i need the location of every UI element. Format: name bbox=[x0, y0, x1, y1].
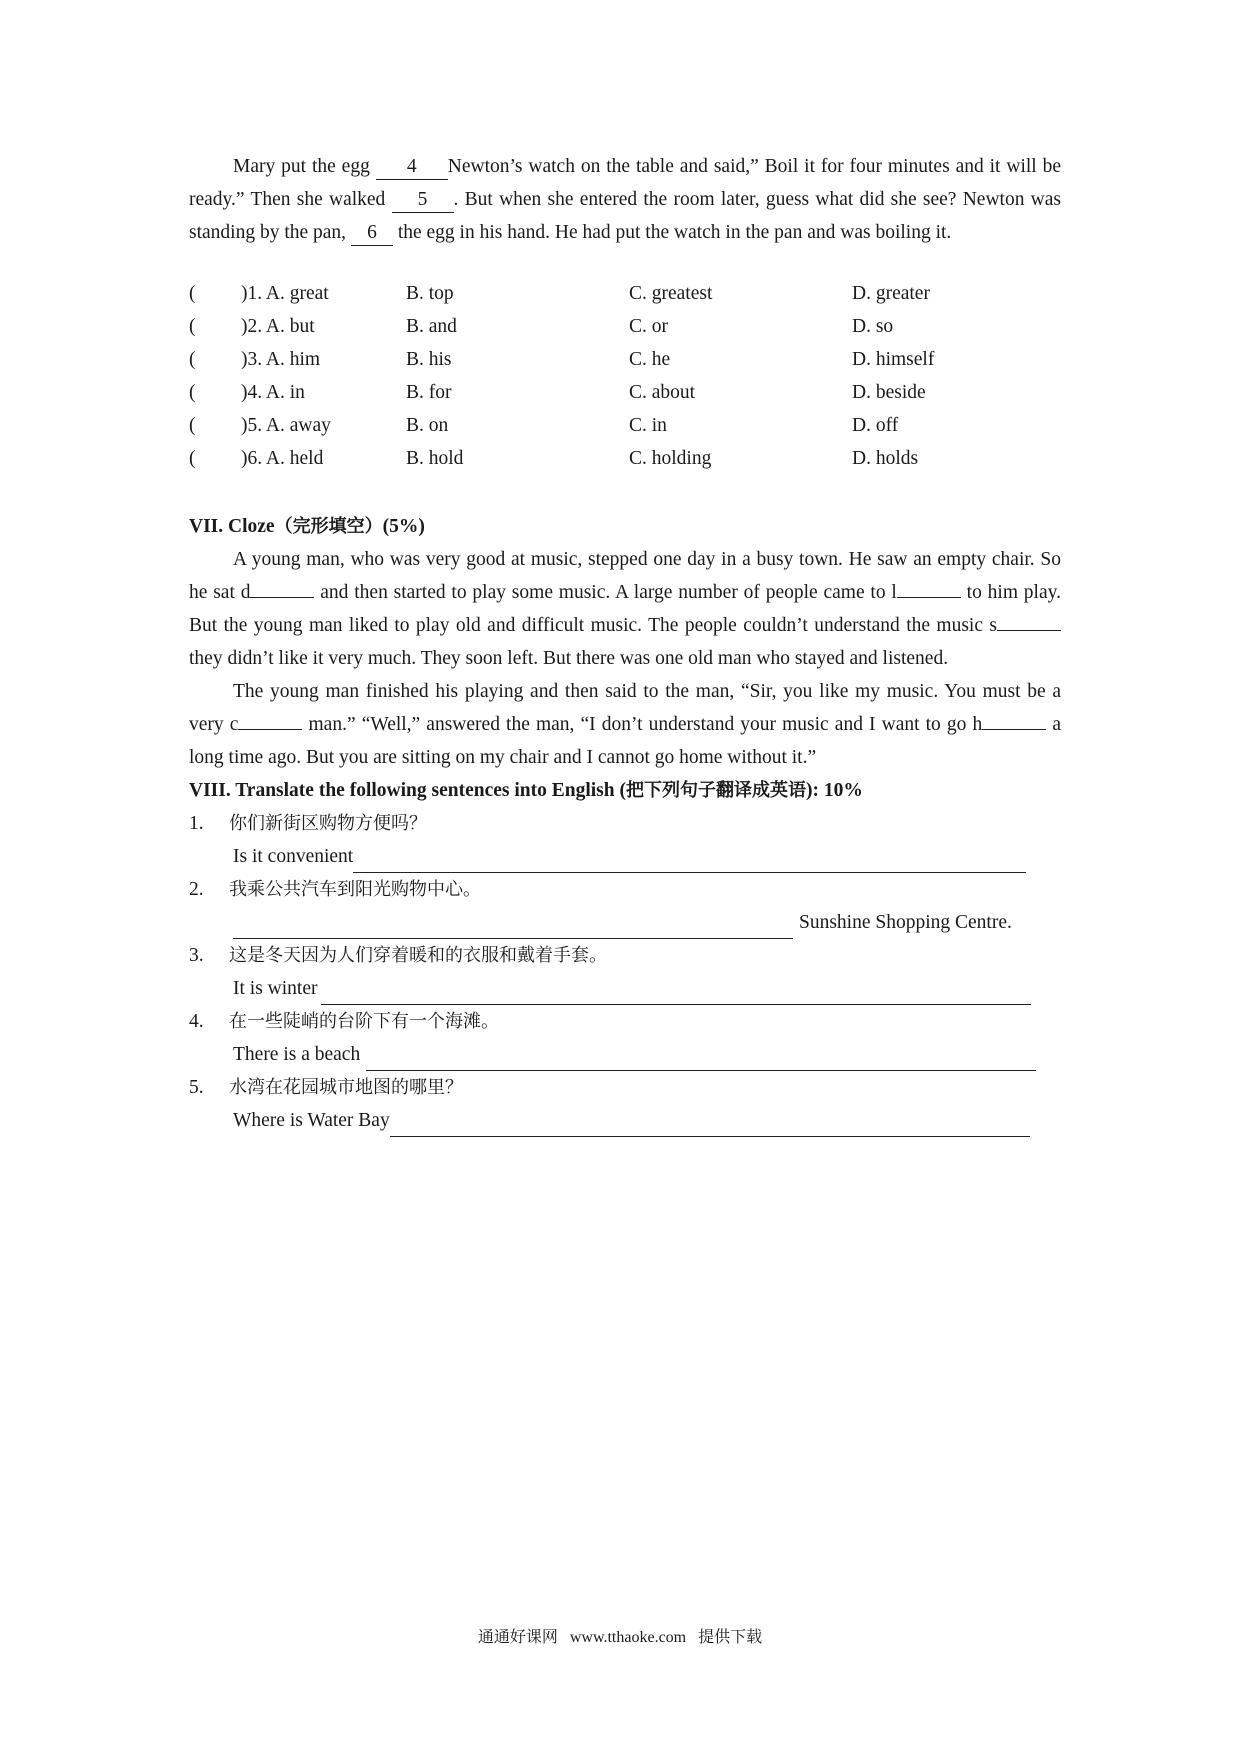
choice-row-5 bbox=[189, 409, 1061, 442]
option-b: B. for bbox=[406, 382, 452, 403]
option-c: C. or bbox=[629, 316, 668, 337]
option-b: B. hold bbox=[406, 448, 464, 469]
option-b: B. his bbox=[406, 349, 452, 370]
answer-paren[interactable]: ( bbox=[189, 349, 196, 370]
item-number: 5. bbox=[189, 1077, 204, 1098]
option-a: )4. A. in bbox=[241, 382, 305, 403]
chinese-sentence: 水湾在花园城市地图的哪里？ bbox=[229, 1077, 463, 1098]
option-c: C. greatest bbox=[629, 283, 713, 304]
footer-site-name: 通通好课网 bbox=[477, 1627, 558, 1646]
passage-paragraph bbox=[189, 150, 1061, 249]
option-a: )1. A. great bbox=[241, 283, 329, 304]
choice-row-1 bbox=[189, 277, 1061, 310]
answer-paren[interactable]: ( bbox=[189, 448, 196, 469]
item-number: 2. bbox=[189, 879, 204, 900]
chinese-sentence: 你们新街区购物方便吗？ bbox=[229, 813, 427, 834]
option-b: B. top bbox=[406, 283, 454, 304]
cloze-blank-3[interactable] bbox=[997, 630, 1061, 631]
cloze-blank-2[interactable] bbox=[897, 597, 961, 598]
option-d: D. himself bbox=[852, 349, 935, 370]
translation-item-1 bbox=[189, 807, 1061, 873]
passage-text: . But when she entered the room later, guess what did she see? Newton was standing by the pan, bbox=[189, 189, 1062, 243]
option-d: D. so bbox=[852, 316, 894, 337]
choice-row-6 bbox=[189, 442, 1061, 475]
cloze-paragraph-1: A young man, who was very good at music, stepped one day in a busy town. He saw an empty chair. So he sat d and then started to play some music. A large number of people came to l to him play. But the young man liked to play old and difficult music. The people couldn’t understand the music s they didn’t like it very much. They soon left. But there was one old man who stayed and listened. bbox=[189, 549, 1061, 669]
translation-item-4 bbox=[189, 1005, 1061, 1071]
chinese-sentence: 在一些陡峭的台阶下有一个海滩。 bbox=[229, 1011, 499, 1032]
answer-line[interactable] bbox=[390, 1112, 1030, 1137]
answer-paren[interactable]: ( bbox=[189, 283, 196, 304]
item-number: 3. bbox=[189, 945, 204, 966]
choice-row-3 bbox=[189, 343, 1061, 376]
answer-paren[interactable]: ( bbox=[189, 382, 196, 403]
item-number: 1. bbox=[189, 813, 204, 834]
item-number: 4. bbox=[189, 1011, 204, 1032]
answer-prefix: It is winter bbox=[233, 978, 318, 999]
answer-prefix: Where is Water Bay bbox=[233, 1110, 390, 1131]
answer-suffix: Sunshine Shopping Centre. bbox=[799, 912, 1012, 933]
cloze-blank-1[interactable] bbox=[250, 597, 314, 598]
cloze-blank-4[interactable] bbox=[238, 729, 302, 730]
option-b: B. and bbox=[406, 316, 457, 337]
option-c: C. about bbox=[629, 382, 696, 403]
answer-line[interactable] bbox=[366, 1046, 1036, 1071]
option-a: )6. A. held bbox=[241, 448, 324, 469]
answer-paren[interactable]: ( bbox=[189, 316, 196, 337]
answer-prefix: Is it convenient bbox=[233, 846, 354, 867]
blank-4[interactable]: 4 bbox=[376, 155, 448, 180]
answer-line[interactable] bbox=[233, 914, 793, 939]
option-a: )5. A. away bbox=[241, 415, 331, 436]
option-d: D. greater bbox=[852, 283, 930, 304]
option-d: D. holds bbox=[852, 448, 919, 469]
option-d: D. beside bbox=[852, 382, 926, 403]
blank-5[interactable]: 5 bbox=[392, 188, 454, 213]
passage-text: Newton’s watch on the table and said,” Boil it for four minutes and it will be ready.” Then she walked bbox=[189, 156, 1062, 210]
footer-url[interactable]: www.tthaoke.com bbox=[569, 1629, 687, 1646]
option-a: )2. A. but bbox=[241, 316, 315, 337]
option-c: C. holding bbox=[629, 448, 712, 469]
option-d: D. off bbox=[852, 415, 899, 436]
choice-list bbox=[189, 277, 1061, 475]
choice-row-4 bbox=[189, 376, 1061, 409]
chinese-sentence: 我乘公共汽车到阳光购物中心。 bbox=[229, 879, 481, 900]
translation-item-5 bbox=[189, 1071, 1061, 1137]
section-7-title: VII. Cloze（完形填空）(5%) bbox=[189, 516, 425, 537]
choice-row-2 bbox=[189, 310, 1061, 343]
answer-line[interactable] bbox=[321, 980, 1031, 1005]
answer-line[interactable] bbox=[353, 848, 1026, 873]
option-b: B. on bbox=[406, 415, 449, 436]
cloze-blank-5[interactable] bbox=[982, 729, 1046, 730]
section-8-title: VIII. Translate the following sentences into English (把下列句子翻译成英语): 10% bbox=[189, 780, 863, 801]
passage-text: Mary put the egg bbox=[233, 156, 376, 177]
worksheet-page bbox=[189, 150, 1061, 1137]
page-footer bbox=[0, 1624, 1240, 1647]
translation-item-2 bbox=[189, 873, 1061, 939]
cloze-paragraph-2: The young man finished his playing and then said to the man, “Sir, you like my music. You must be a very c man.” “Well,” answered the man, “I don’t understand your music and I want to go h a long time ago. But you are sitting on my chair and I cannot go home without it.” bbox=[189, 681, 1061, 768]
option-a: )3. A. him bbox=[241, 349, 321, 370]
option-c: C. he bbox=[629, 349, 671, 370]
chinese-sentence: 这是冬天因为人们穿着暖和的衣服和戴着手套。 bbox=[229, 945, 607, 966]
translation-item-3 bbox=[189, 939, 1061, 1005]
passage-text: the egg in his hand. He had put the watch in the pan and was boiling it. bbox=[392, 222, 952, 243]
answer-paren[interactable]: ( bbox=[189, 415, 196, 436]
footer-tail: 提供下载 bbox=[698, 1627, 763, 1646]
answer-prefix: There is a beach bbox=[233, 1044, 361, 1065]
option-c: C. in bbox=[629, 415, 667, 436]
blank-6[interactable]: 6 bbox=[351, 221, 393, 246]
